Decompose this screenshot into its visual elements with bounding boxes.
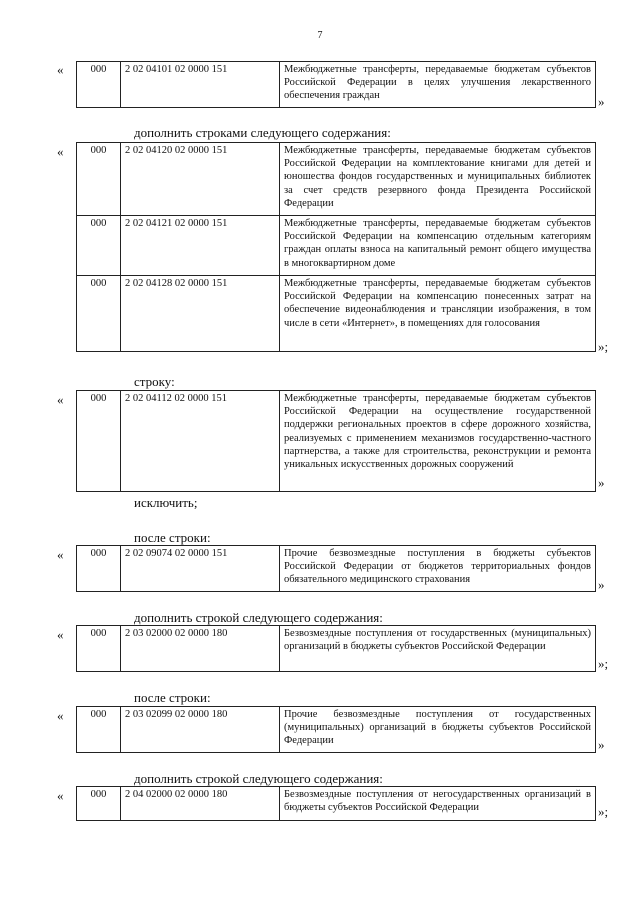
open-quote: « xyxy=(57,788,64,803)
budget-code-table xyxy=(76,786,596,821)
table-row xyxy=(77,626,596,672)
classification-code-cell: 2 03 02099 02 0000 180 xyxy=(121,707,280,753)
instruction-text: исключить; xyxy=(134,495,198,510)
classification-code-cell: 2 02 04128 02 0000 151 xyxy=(121,276,280,352)
instruction-text: после строки: xyxy=(134,530,211,545)
instruction-text: строку: xyxy=(134,374,175,389)
description-cell: Межбюджетные трансферты, передаваемые бюджетам субъектов Российской Федерации на компенсацию понесенных затрат на обеспечение видеонаблюдения и трансляции изображения, в том числе в сети «Интернет», в помещениях для голосования xyxy=(280,276,596,352)
open-quote: « xyxy=(57,627,64,642)
budget-code-table xyxy=(76,61,596,108)
classification-code-cell: 2 02 04101 02 0000 151 xyxy=(121,62,280,108)
classification-code-cell: 2 04 02000 02 0000 180 xyxy=(121,787,280,821)
close-quote: » xyxy=(598,94,605,109)
open-quote: « xyxy=(57,547,64,562)
admin-code-cell: 000 xyxy=(77,787,121,821)
close-quote: »; xyxy=(598,656,609,671)
description-cell: Прочие безвозмездные поступления в бюджеты субъектов Российской Федерации от бюджетов территориальных фондов обязательного медицинского страхования xyxy=(280,546,596,592)
classification-code-cell: 2 02 04121 02 0000 151 xyxy=(121,216,280,276)
description-cell: Прочие безвозмездные поступления от государственных (муниципальных) организаций в бюджеты субъектов Российской Федерации xyxy=(280,707,596,753)
page-number: 7 xyxy=(317,30,323,41)
budget-code-table xyxy=(76,142,596,352)
open-quote: « xyxy=(57,62,64,77)
table-row xyxy=(77,216,596,276)
classification-code-cell: 2 02 09074 02 0000 151 xyxy=(121,546,280,592)
admin-code-cell: 000 xyxy=(77,216,121,276)
instruction-text: дополнить строкой следующего содержания: xyxy=(134,771,383,786)
close-quote: »; xyxy=(598,339,609,354)
admin-code-cell: 000 xyxy=(77,276,121,352)
table-row xyxy=(77,546,596,592)
table-row xyxy=(77,787,596,821)
description-cell: Безвозмездные поступления от государственных (муниципальных) организаций в бюджеты субъектов Российской Федерации xyxy=(280,626,596,672)
description-cell: Межбюджетные трансферты, передаваемые бюджетам субъектов Российской Федерации в целях улучшения лекарственного обеспечения граждан xyxy=(280,62,596,108)
admin-code-cell: 000 xyxy=(77,143,121,216)
budget-code-table xyxy=(76,625,596,672)
classification-code-cell: 2 03 02000 02 0000 180 xyxy=(121,626,280,672)
open-quote: « xyxy=(57,144,64,159)
description-cell: Безвозмездные поступления от негосударственных организаций в бюджеты субъектов Российской Федерации xyxy=(280,787,596,821)
table-row xyxy=(77,276,596,352)
close-quote: »; xyxy=(598,804,609,819)
close-quote: » xyxy=(598,475,605,490)
open-quote: « xyxy=(57,392,64,407)
instruction-text: дополнить строкой следующего содержания: xyxy=(134,610,383,625)
table-row xyxy=(77,62,596,108)
description-cell: Межбюджетные трансферты, передаваемые бюджетам субъектов Российской Федерации на комплектование книгами для детей и юношества фондов государственных и муниципальных библиотек за счет средств резервного фонда Президента Российской Федерации xyxy=(280,143,596,216)
table-row xyxy=(77,143,596,216)
budget-code-table xyxy=(76,545,596,592)
classification-code-cell: 2 02 04112 02 0000 151 xyxy=(121,391,280,492)
admin-code-cell: 000 xyxy=(77,62,121,108)
instruction-text: после строки: xyxy=(134,690,211,705)
admin-code-cell: 000 xyxy=(77,391,121,492)
close-quote: » xyxy=(598,577,605,592)
admin-code-cell: 000 xyxy=(77,707,121,753)
admin-code-cell: 000 xyxy=(77,546,121,592)
admin-code-cell: 000 xyxy=(77,626,121,672)
close-quote: » xyxy=(598,737,605,752)
budget-code-table xyxy=(76,390,596,492)
table-row xyxy=(77,391,596,492)
budget-code-table xyxy=(76,706,596,753)
instruction-text: дополнить строками следующего содержания: xyxy=(134,125,391,140)
classification-code-cell: 2 02 04120 02 0000 151 xyxy=(121,143,280,216)
open-quote: « xyxy=(57,708,64,723)
description-cell: Межбюджетные трансферты, передаваемые бюджетам субъектов Российской Федерации на компенсацию отдельным категориям граждан оплаты взноса на капитальный ремонт общего имущества в многоквартирном доме xyxy=(280,216,596,276)
description-cell: Межбюджетные трансферты, передаваемые бюджетам субъектов Российской Федерации на осуществление государственной поддержки региональных проектов в сфере дорожного хозяйства, реализуемых с применением механизмов государственно-частного партнерства, а также для строительства, реконструкции и ремонта уникальных искусственных дорожных сооружений xyxy=(280,391,596,492)
table-row xyxy=(77,707,596,753)
